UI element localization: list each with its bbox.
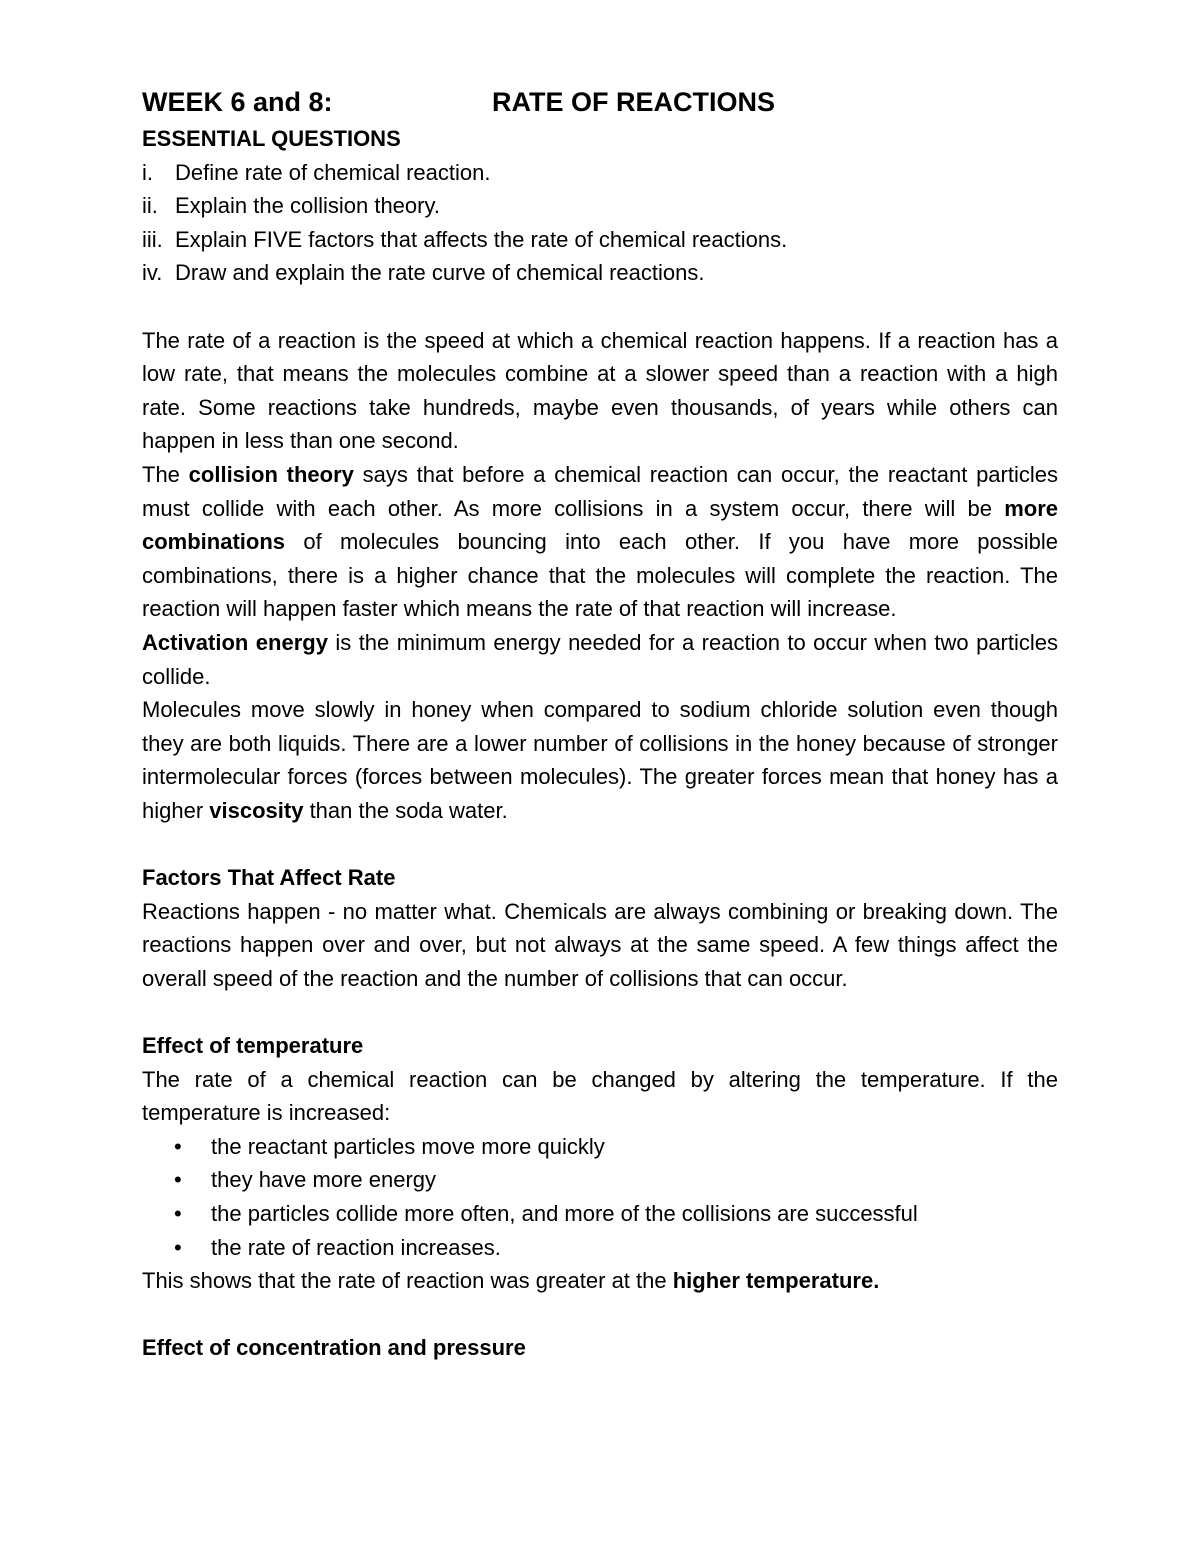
question-text: Explain FIVE factors that affects the rate of chemical reactions. bbox=[175, 226, 788, 252]
factors-heading: Factors That Affect Rate bbox=[142, 865, 396, 891]
intro-paragraph-activation bbox=[142, 626, 1058, 693]
question-numeral: ii. bbox=[142, 193, 158, 219]
bullet-icon: • bbox=[174, 1133, 182, 1159]
list-item bbox=[142, 1197, 1058, 1231]
intro-paragraph-rate: The rate of a reaction is the speed at which a chemical reaction happens. If a reaction has a low rate, that means the molecules combine at a slower speed than a reaction with a high rate. Some reactions take hundreds, maybe even thousands, of years while others can happen in less than one second. bbox=[142, 327, 1058, 454]
list-item bbox=[142, 1163, 1058, 1197]
spacer bbox=[142, 995, 1058, 1029]
question-numeral: i. bbox=[142, 159, 153, 185]
concentration-heading: Effect of concentration and pressure bbox=[142, 1335, 526, 1361]
bullet-icon: • bbox=[174, 1167, 182, 1193]
question-text: Define rate of chemical reaction. bbox=[175, 159, 491, 185]
bullet-icon: • bbox=[174, 1234, 182, 1260]
list-item-text: the particles collide more often, and more of the collisions are successful bbox=[211, 1201, 918, 1226]
title-week: WEEK 6 and 8: bbox=[142, 87, 333, 117]
list-item bbox=[142, 1231, 1058, 1265]
term-more-combinations: more combinations bbox=[142, 495, 1058, 555]
spacer bbox=[142, 290, 1058, 324]
question-item bbox=[142, 223, 1058, 257]
temperature-heading: Effect of temperature bbox=[142, 1033, 364, 1059]
temperature-intro: The rate of a chemical reaction can be changed by altering the temperature. If the temperature is increased: bbox=[142, 1066, 1058, 1126]
text-run: Molecules move slowly in honey when compared to sodium chloride solution even though they are both liquids. There are a lower number of collisions in the honey because of stronger intermolecular forces (forces between molecules). The greater forces mean that honey has a higher bbox=[142, 697, 1058, 823]
question-item bbox=[142, 156, 1058, 190]
essential-questions-heading: ESSENTIAL QUESTIONS bbox=[142, 126, 401, 151]
essential-questions-list bbox=[142, 156, 1058, 290]
text-run: than the soda water. bbox=[303, 797, 508, 823]
text-run: says that before a chemical reaction can occur, the reactant particles must collide with each other. As more collisions in a system occur, there will be bbox=[142, 461, 1058, 521]
term-collision-theory: collision theory bbox=[188, 461, 354, 487]
page-title bbox=[142, 82, 1058, 122]
question-item bbox=[142, 189, 1058, 223]
term-activation-energy: Activation energy bbox=[142, 629, 328, 655]
question-numeral: iii. bbox=[142, 226, 163, 252]
title-topic: RATE OF REACTIONS bbox=[492, 87, 775, 117]
intro-paragraph-viscosity bbox=[142, 693, 1058, 827]
term-higher-temperature: higher temperature. bbox=[672, 1268, 880, 1294]
text-run: The bbox=[142, 461, 189, 487]
question-text: Explain the collision theory. bbox=[175, 193, 440, 219]
intro-paragraph-collision bbox=[142, 458, 1058, 626]
temperature-bullet-list bbox=[142, 1130, 1058, 1264]
factors-paragraph: Reactions happen - no matter what. Chemicals are always combining or breaking down. The reactions happen over and over, but not always at the same speed. A few things affect the overall speed of the reaction and the number of collisions that can occur. bbox=[142, 898, 1058, 991]
text-run: This shows that the rate of reaction was greater at the bbox=[142, 1268, 673, 1294]
list-item bbox=[142, 1130, 1058, 1164]
list-item-text: the reactant particles move more quickly bbox=[211, 1133, 605, 1159]
question-item bbox=[142, 256, 1058, 290]
text-run: of molecules bouncing into each other. If you have more possible combinations, there is a higher chance that the molecules will complete the reaction. The reaction will happen faster which means the rate of that reaction will increase. bbox=[142, 529, 1058, 622]
text-run: is the minimum energy needed for a reaction to occur when two particles collide. bbox=[142, 629, 1059, 689]
list-item-text: they have more energy bbox=[211, 1167, 437, 1193]
temperature-conclusion bbox=[142, 1264, 1058, 1298]
bullet-icon: • bbox=[174, 1201, 182, 1226]
document-page bbox=[142, 82, 1058, 1365]
spacer bbox=[142, 827, 1058, 861]
spacer bbox=[142, 1298, 1058, 1332]
question-numeral: iv. bbox=[142, 260, 163, 286]
term-viscosity: viscosity bbox=[209, 797, 304, 823]
list-item-text: the rate of reaction increases. bbox=[211, 1234, 501, 1260]
question-text: Draw and explain the rate curve of chemical reactions. bbox=[175, 260, 705, 286]
